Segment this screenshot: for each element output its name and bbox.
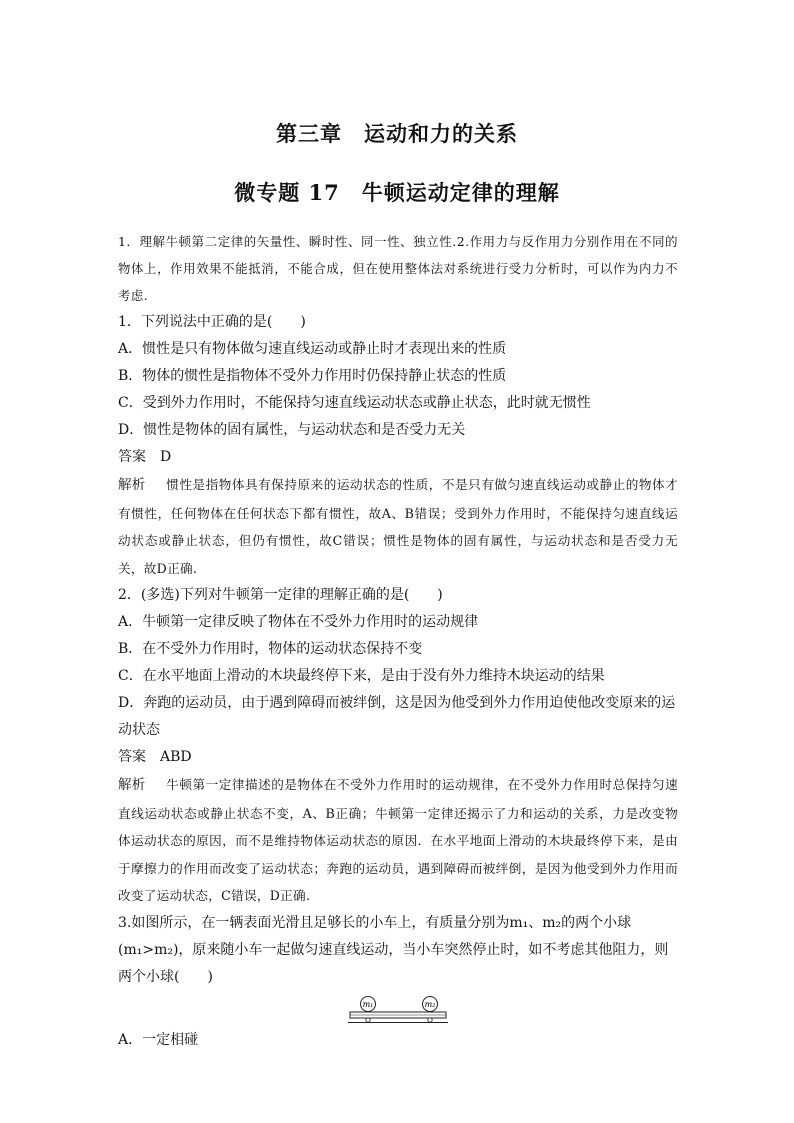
question-3-stem: 3.如图所示，在一辆表面光滑且足够长的小车上，有质量分别为m₁、m₂的两个小球(m₁>m₂)，原来随小车一起做匀速直线运动，当小车突然停止时，如不考虑其他阻力，则两个小球( ) (118, 914, 669, 985)
cart-wheel-right (428, 1017, 432, 1021)
question-1-option-c: C．受到外力作用时，不能保持匀速直线运动状态或静止状态，此时就无惯性 (118, 395, 591, 411)
question-2-option-c: C．在水平地面上滑动的木块最终停下来，是由于没有外力维持木块运动的结果 (118, 668, 605, 684)
answer-label: 答案 (118, 749, 146, 765)
cart-wheel-left (366, 1017, 370, 1021)
question-2-option-b: B．在不受外力作用时，物体的运动状态保持不变 (118, 641, 423, 657)
answer-label: 答案 (118, 449, 146, 465)
question-2-explanation (118, 771, 678, 910)
question-2-stem: 2．(多选)下列对牛顿第一定律的理解正确的是( ) (118, 587, 443, 603)
ball-m1-label: m₁ (362, 999, 374, 1009)
cart-figure (348, 995, 448, 1025)
explanation-label: 解析 (118, 777, 146, 793)
explanation-text: 牛顿第一定律描述的是物体在不受外力作用时的运动规律，在不受外力作用时总保持匀速直线运动状态或静止状态不变，A、B正确；牛顿第一定律还揭示了力和运动的关系，力是改变物体运动状态的原因，而不是维持物体运动状态的原因．在水平地面上滑动的木块最终停下来，是由于摩擦力的作用而改变了运动状态；奔跑的运动员，遇到障碍而被绊倒，是因为他受到外力作用而改变了运动状态，C错误，D正确. (118, 777, 678, 903)
answer-value: ABD (160, 749, 192, 765)
chapter-title: 第三章 运动和力的关系 (276, 121, 518, 146)
question-1-stem: 1．下列说法中正确的是( ) (118, 314, 306, 330)
intro-paragraph: 1．理解牛顿第二定律的矢量性、瞬时性、同一性、独立性.2.作用力与反作用力分别作用在不同的物体上，作用效果不能抵消，不能合成，但在使用整体法对系统进行受力分析时，可以作为内力不考虑. (118, 234, 678, 303)
ball-m2-label: m₂ (424, 999, 436, 1009)
question-1-option-a: A．惯性是只有物体做匀速直线运动或静止时才表现出来的性质 (118, 341, 507, 357)
question-1-explanation (118, 471, 678, 582)
question-1-answer (118, 444, 678, 471)
question-1-option-d: D．惯性是物体的固有属性，与运动状态和是否受力无关 (118, 422, 466, 438)
question-2-option-d: D．奔跑的运动员，由于遇到障碍而被绊倒，这是因为他受到外力作用迫使他改变原来的运动状态 (118, 695, 676, 738)
explanation-text: 惯性是指物体具有保持原来的运动状态的性质，不是只有做匀速直线运动或静止的物体才有惯性，任何物体在任何状态下都有惯性，故A、B错误；受到外力作用时，不能保持匀速直线运动状态或静止状态，但仍有惯性，故C错误；惯性是物体的固有属性，与运动状态和是否受力无关，故D正确. (118, 477, 678, 576)
topic-title: 微专题 17 牛顿运动定律的理解 (234, 180, 560, 205)
question-2-answer (118, 744, 678, 771)
explanation-label: 解析 (118, 477, 146, 493)
answer-value: D (160, 449, 172, 465)
question-1-option-b: B．物体的惯性是指物体不受外力作用时仍保持静止状态的性质 (118, 368, 507, 384)
question-2-option-a: A．牛顿第一定律反映了物体在不受外力作用时的运动规律 (118, 614, 479, 630)
content-body (118, 228, 678, 1054)
question-3-option-a: A．一定相碰 (118, 1031, 199, 1048)
